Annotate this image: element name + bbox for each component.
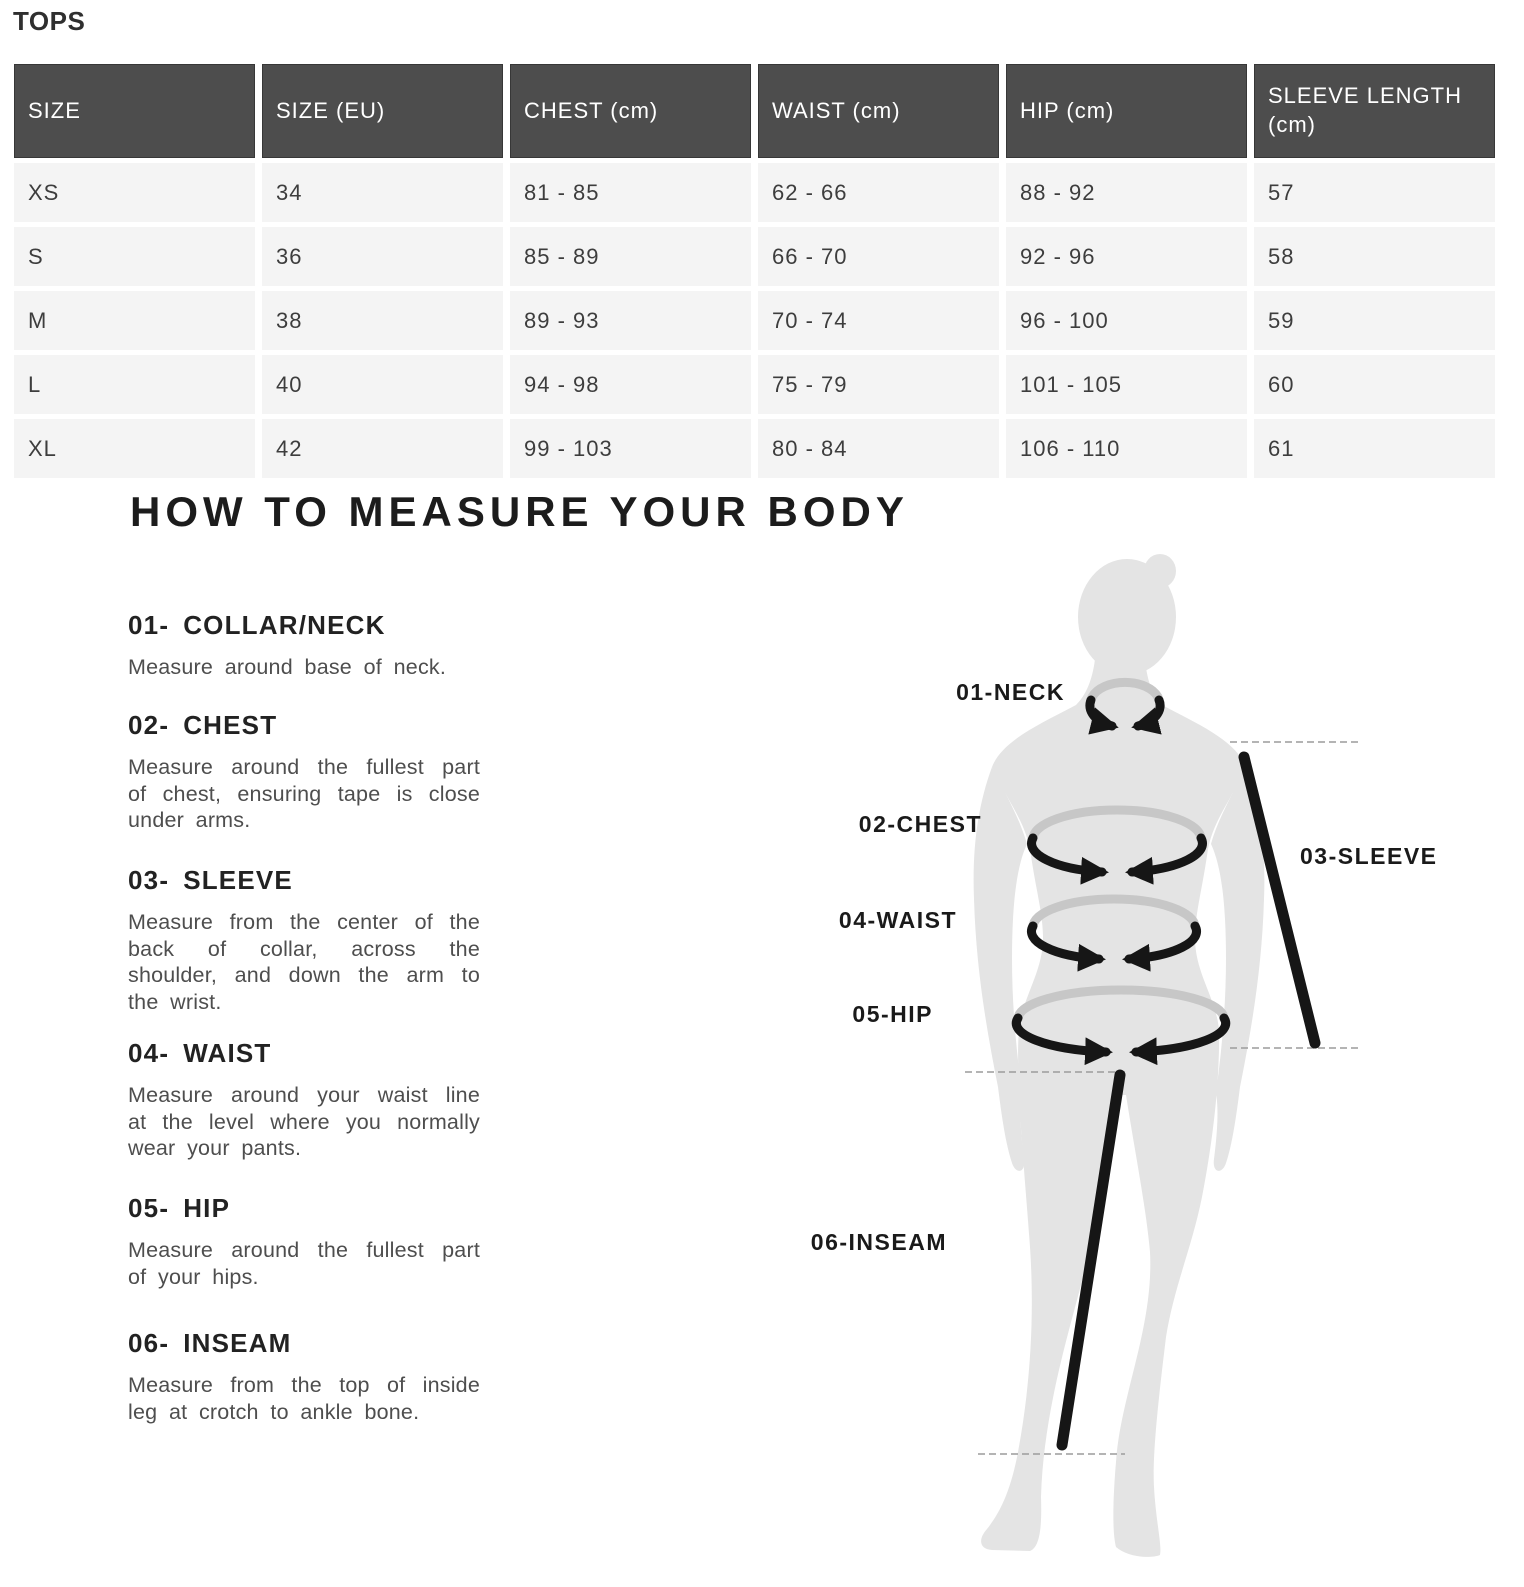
size-table-cell: 94 - 98 — [510, 355, 751, 414]
measure-section-heading — [128, 710, 528, 741]
measure-section-title: INSEAM — [183, 1328, 292, 1358]
size-table-cell: 85 - 89 — [510, 227, 751, 286]
measure-section-title: COLLAR/NECK — [183, 610, 386, 640]
measure-section-number: 06- — [128, 1328, 170, 1358]
size-table-cell: 101 - 105 — [1006, 355, 1247, 414]
size-table-cell: 61 — [1254, 419, 1495, 478]
measure-section-text: Measure from the center of the back of collar, across the shoulder, and down the arm to the wrist. — [128, 910, 480, 1014]
measure-section-text: Measure around the fullest part of your hips. — [128, 1238, 480, 1289]
size-table-cell: 36 — [262, 227, 503, 286]
sleeve-label: 03-SLEEVE — [1300, 843, 1438, 869]
size-table-cell: 62 - 66 — [758, 163, 999, 222]
column-header: HIP (cm) — [1006, 64, 1247, 158]
size-table-cell: 80 - 84 — [758, 419, 999, 478]
measure-section-text: Measure around base of neck. — [128, 655, 447, 679]
size-table-cell: 99 - 103 — [510, 419, 751, 478]
size-table-cell: 96 - 100 — [1006, 291, 1247, 350]
size-table-cell: 81 - 85 — [510, 163, 751, 222]
body-measurement-diagram — [780, 545, 1524, 1587]
measure-section — [128, 1328, 528, 1425]
neck-label: 01-NECK — [956, 679, 1065, 705]
column-header: WAIST (cm) — [758, 64, 999, 158]
measure-heading: HOW TO MEASURE YOUR BODY — [130, 488, 909, 535]
measure-section-title: HIP — [183, 1193, 231, 1223]
measure-section-heading — [128, 865, 528, 896]
size-row-label: L — [14, 355, 255, 414]
size-table-cell: 66 - 70 — [758, 227, 999, 286]
measure-section-text: Measure around your waist line at the level where you normally wear your pants. — [128, 1083, 480, 1161]
size-table-cell: 38 — [262, 291, 503, 350]
hair-bun-shape — [1144, 554, 1176, 588]
measure-section-heading — [128, 1193, 528, 1224]
waist-label: 04-WAIST — [838, 907, 957, 933]
size-row-label: M — [14, 291, 255, 350]
measure-section — [128, 1038, 528, 1162]
size-table-cell: 60 — [1254, 355, 1495, 414]
measure-section — [128, 710, 528, 834]
measure-section-text: Measure from the top of inside leg at crotch to ankle bone. — [128, 1373, 480, 1424]
measure-section — [128, 1193, 528, 1290]
chest-label: 02-CHEST — [858, 811, 982, 837]
measure-section-number: 04- — [128, 1038, 170, 1068]
size-table-cell: 59 — [1254, 291, 1495, 350]
size-table-cell: 75 - 79 — [758, 355, 999, 414]
measure-section-title: WAIST — [183, 1038, 272, 1068]
size-table-cell: 58 — [1254, 227, 1495, 286]
measure-section-title: CHEST — [183, 710, 278, 740]
measure-section — [128, 865, 528, 1016]
size-table-cell: 89 - 93 — [510, 291, 751, 350]
measure-section-number: 05- — [128, 1193, 170, 1223]
page-title: TOPS — [13, 6, 86, 36]
measure-section-title: SLEEVE — [183, 865, 293, 895]
measure-section-number: 02- — [128, 710, 170, 740]
column-header: SIZE — [14, 64, 255, 158]
size-row-label: S — [14, 227, 255, 286]
size-table-cell: 92 - 96 — [1006, 227, 1247, 286]
hip-label: 05-HIP — [852, 1001, 933, 1027]
column-header: CHEST (cm) — [510, 64, 751, 158]
size-table-cell: 57 — [1254, 163, 1495, 222]
size-table-cell: 106 - 110 — [1006, 419, 1247, 478]
column-header: SLEEVE LENGTH (cm) — [1254, 64, 1495, 158]
size-table-cell: 70 - 74 — [758, 291, 999, 350]
inseam-label: 06-INSEAM — [810, 1229, 947, 1255]
size-row-label: XS — [14, 163, 255, 222]
size-table — [14, 64, 1495, 478]
measure-section-number: 03- — [128, 865, 170, 895]
size-table-cell: 40 — [262, 355, 503, 414]
column-header: SIZE (EU) — [262, 64, 503, 158]
measure-section-heading — [128, 1328, 528, 1359]
size-table-cell: 34 — [262, 163, 503, 222]
measure-section-heading — [128, 610, 528, 641]
size-table-cell: 42 — [262, 419, 503, 478]
size-row-label: XL — [14, 419, 255, 478]
measure-section-text: Measure around the fullest part of chest, ensuring tape is close under arms. — [128, 755, 480, 833]
measure-section — [128, 610, 528, 681]
measure-section-number: 01- — [128, 610, 170, 640]
measure-section-heading — [128, 1038, 528, 1069]
size-table-cell: 88 - 92 — [1006, 163, 1247, 222]
